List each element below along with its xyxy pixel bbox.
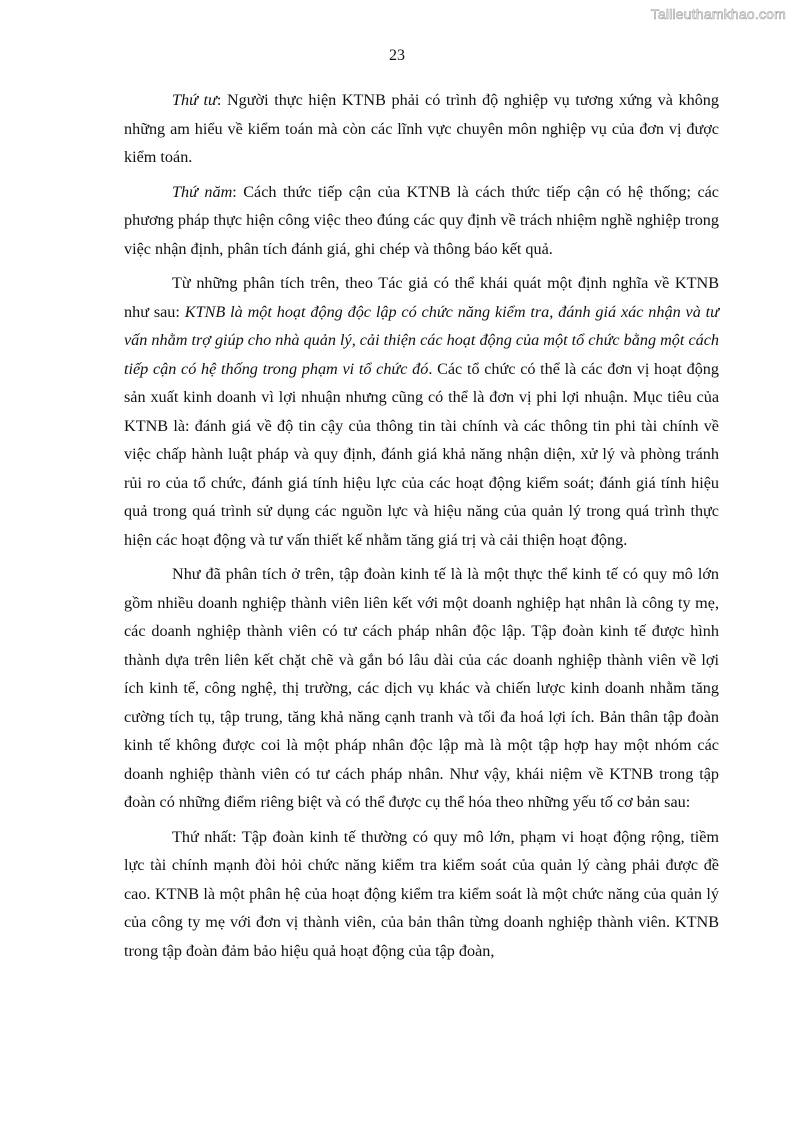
definition-italic: KTNB là một hoạt động độc lập có chức năng kiểm tra, đánh giá xác nhận và tư vấn nhằm trợ giúp cho nhà quản lý, cải thiện các hoạt động của một tổ chức bằng một cách tiếp cận có hệ thống trong phạm vi tổ chức đó	[124, 302, 719, 378]
paragraph-text: . Các tổ chức có thể là các đơn vị hoạt động sản xuất kinh doanh vì lợi nhuận nhưng cũng có thể là đơn vị phi lợi nhuận. Mục tiêu của KTNB là: đánh giá về độ tin cậy của thông tin tài chính và các thông tin phi tài chính về việc chấp hành luật pháp và quy định, đánh giá khả năng nhận diện, xử lý và phòng tránh rủi ro của tổ chức, đánh giá tính hiệu lực của các hoạt động kiểm soát; đánh giá tính hiệu quả trong quá trình sử dụng các nguồn lực và hiệu năng của quản lý trong quá trình thực hiện các hoạt động và tư vấn thiết kế nhằm tăng giá trị và cải thiện hoạt động.	[124, 359, 719, 549]
paragraph-lead: Thứ tư	[172, 91, 217, 109]
paragraph-text: Như đã phân tích ở trên, tập đoàn kinh tế là là một thực thể kinh tế có quy mô lớn gồm nhiều doanh nghiệp thành viên liên kết với một doanh nghiệp hạt nhân là công ty mẹ, các doanh nghiệp thành viên có tư cách pháp nhân độc lập. Tập đoàn kinh tế được hình thành dựa trên liên kết chặt chẽ và gắn bó lâu dài của các doanh nghiệp thành viên về lợi ích kinh tế, công nghệ, thị trường, các dịch vụ khác và chiến lược kinh doanh nhằm tăng cường tích tụ, tập trung, tăng khả năng cạnh tranh và tối đa hoá lợi ích. Bản thân tập đoàn kinh tế không được coi là một pháp nhân độc lập mà là một tập hợp hay một nhóm các doanh nghiệp thành viên có tư cách pháp nhân. Như vậy, khái niệm về KTNB trong tập đoàn có những điểm riêng biệt và có thể được cụ thể hóa theo những yếu tố cơ bản sau:	[124, 565, 719, 811]
paragraph-thu-nam	[124, 178, 719, 264]
paragraph-text: Từ những phân tích trên, theo Tác giả có thể khái quát một định nghĩa về KTNB như sau:	[124, 274, 719, 321]
paragraph-thu-nhat	[124, 823, 719, 966]
paragraph-text: : Cách thức tiếp cận của KTNB là cách thức tiếp cận có hệ thống; các phương pháp thực hiện công việc theo đúng các quy định về trách nhiệm nghề nghiệp trong việc nhận định, phân tích đánh giá, ghi chép và thông báo kết quả.	[124, 182, 719, 258]
page-number: 23	[389, 47, 405, 64]
paragraph-definition	[124, 269, 719, 554]
paragraph-tap-doan	[124, 560, 719, 817]
paragraph-thu-tu	[124, 86, 719, 172]
paragraph-text: Thứ nhất: Tập đoàn kinh tế thường có quy mô lớn, phạm vi hoạt động rộng, tiềm lực tài chính mạnh đòi hỏi chức năng kiểm tra kiểm soát của quản lý càng phải được đề cao. KTNB là một phân hệ của hoạt động kiểm tra kiểm soát là một chức năng của quản lý của công ty mẹ với đơn vị thành viên, của bản thân từng doanh nghiệp thành viên. KTNB trong tập đoàn đảm bảo hiệu quả hoạt động của tập đoàn,	[124, 827, 719, 960]
watermark-logo: Tailieuthamkhao.com	[650, 6, 786, 22]
paragraph-lead: Thứ năm	[172, 182, 233, 201]
document-body	[124, 86, 719, 971]
paragraph-text: : Người thực hiện KTNB phải có trình độ nghiệp vụ tương xứng và không những am hiểu về kiểm toán mà còn các lĩnh vực chuyên môn nghiệp vụ của đơn vị được kiểm toán.	[124, 91, 719, 166]
